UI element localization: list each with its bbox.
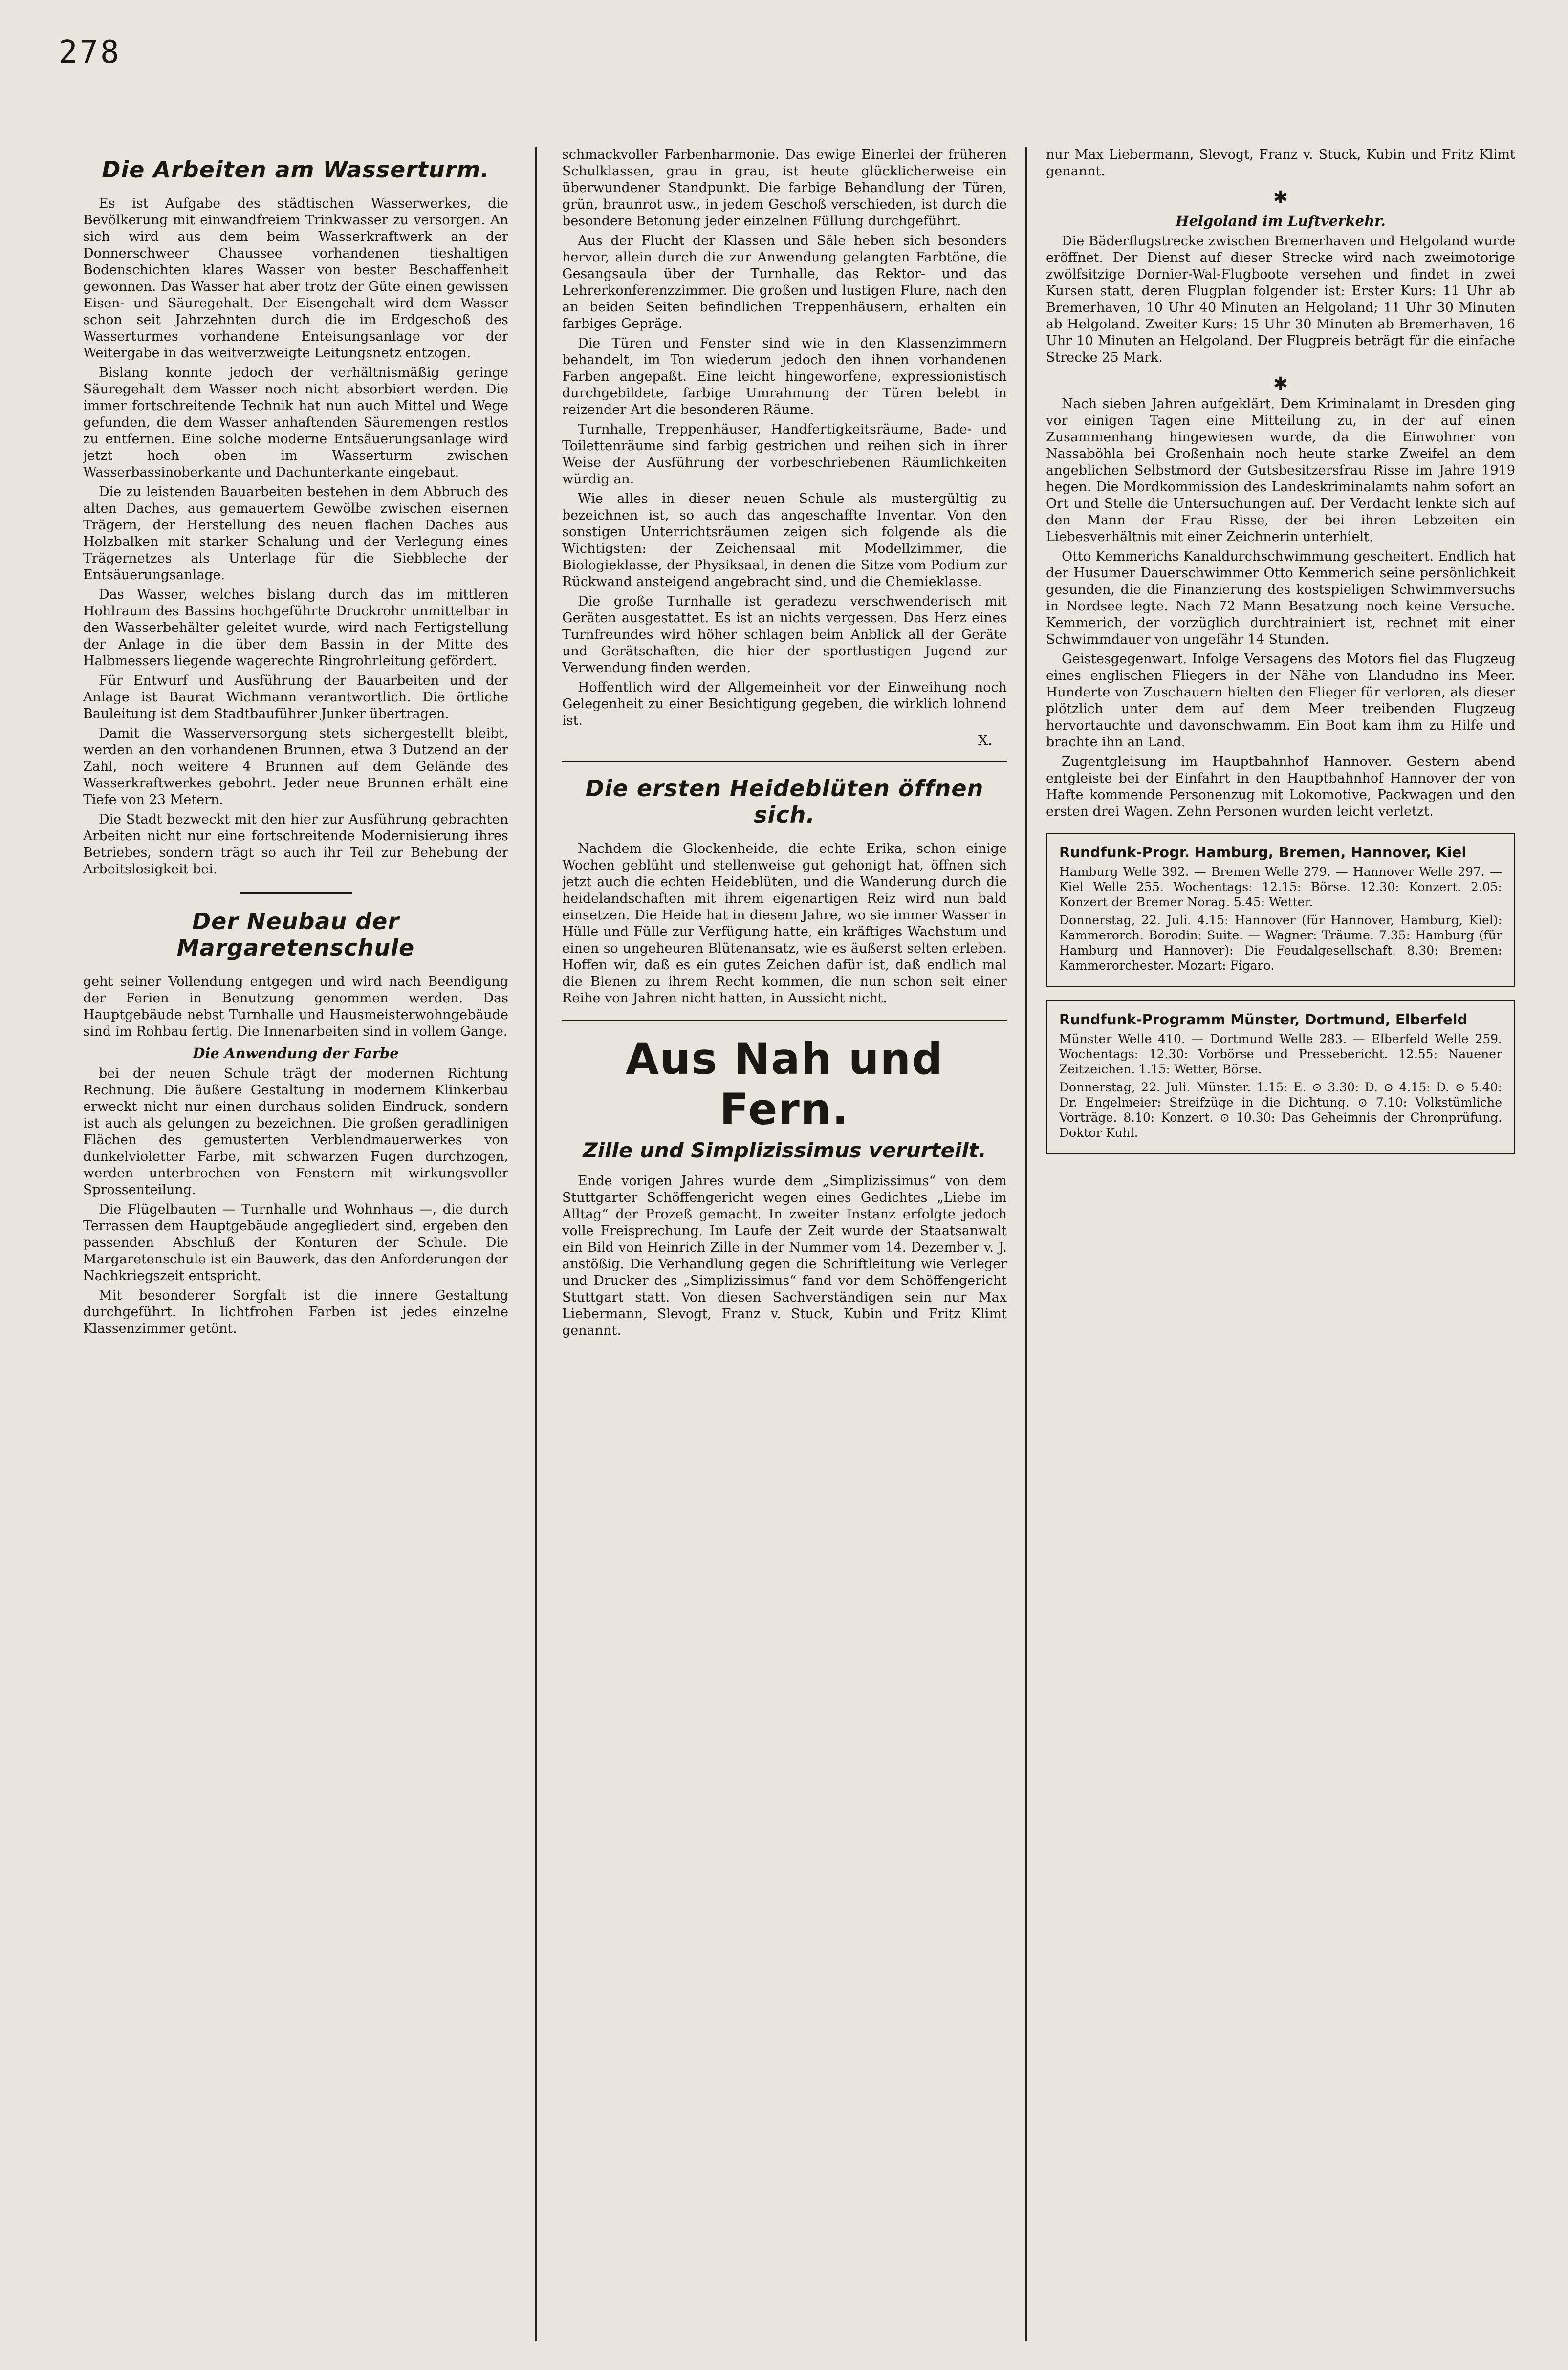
star-separator-icon: ✱	[1273, 374, 1288, 394]
article-paragraph: Die Flügelbauten — Turnhalle und Wohnhaus —, die durch Terrassen dem Hauptgebäude angegliedert sind, ergeben den passenden Abschluß der Konturen der Schule. Die Margaretenschule ist ein Bauwerk, das den Anforderungen der Nachkriegszeit entspricht.	[83, 1202, 508, 1283]
radio-program-text: Donnerstag, 22. Juli. 4.15: Hannover (für Hannover, Hamburg, Kiel): Kammerorch. Borodin: Suite. — Wagner: Träume. 7.35: Hamburg (für Hamburg und Hannover): Die Feudalgesellschaft. 8.30: Bremen: Kammerorchester. Mozart: Figaro.	[1059, 913, 1502, 973]
article-paragraph: Aus der Flucht der Klassen und Säle heben sich besonders hervor, allein durch die zur Anwendung gelangten Farbtöne, die Gesangsaula über der Turnhalle, das Rektor- und das Lehrerkonferenzzimmer. Die großen und lustigen Flure, nach den an beiden Seiten befindlichen Treppenhäusern, erhalten ein farbiges Gepräge.	[562, 233, 1007, 331]
page-number: 278	[59, 34, 121, 70]
article-separator	[562, 1020, 1007, 1021]
column-3	[1046, 147, 1515, 2341]
article-title-margaretenschule: Der Neubau der Margaretenschule	[176, 908, 415, 961]
article-separator	[240, 892, 352, 894]
article-paragraph: Mit besonderer Sorgfalt ist die innere Gestaltung durchgeführt. In lichtfrohen Farben ist jedes einzelne Klassenzimmer getönt.	[83, 1288, 508, 1336]
article-paragraph: Die Bäderflugstrecke zwischen Bremerhaven und Helgoland wurde eröffnet. Der Dienst auf dieser Strecke wird nach zweimotorige zwölfsitzige Dornier-Wal-Flugboote versehen und findet in zwei Kursen statt, deren Flugplan folgender ist: Erster Kurs: 11 Uhr ab Bremerhaven, 10 Uhr 40 Minuten an Helgoland; 11 Uhr 30 Minuten ab Helgoland. Zweiter Kurs: 15 Uhr 30 Minuten ab Bremerhaven, 16 Uhr 10 Minuten an Helgoland. Der Flugpreis beträgt für die einfache Strecke 25 Mark.	[1046, 234, 1515, 365]
article-paragraph: Die Stadt bezweckt mit den hier zur Ausführung gebrachten Arbeiten nicht nur eine fortschreitende Modernisierung ihres Betriebes, sondern trägt so auch ihr Teil zur Behebung der Arbeitslosigkeit bei.	[83, 812, 508, 877]
article-paragraph: Wie alles in dieser neuen Schule als mustergültig zu bezeichnen ist, so auch das angeschaffte Inventar. Von den sonstigen Unterrichtsräumen zeigen sich folgende als die Wichtigsten: der Zeichensaal mit Modellzimmer, die Biologieklasse, der Physiksaal, in denen die Sitze vom Podium zur Rückwand ansteigend angebracht sind, und die Chemieklasse.	[562, 491, 1007, 589]
radio-program-text: Hamburg Welle 392. — Bremen Welle 279. — Hannover Welle 297. — Kiel Welle 255. Wochentags: 12.15: Börse. 12.30: Konzert. 2.05: Konzert der Bremer Norag. 5.45: Wetter.	[1059, 865, 1502, 909]
article-paragraph: bei der neuen Schule trägt der modernen Richtung Rechnung. Die äußere Gestaltung in modernem Klinkerbau erweckt nicht nur einen durchaus soliden Eindruck, sondern ist auch als gelungen zu bezeichnen. Die großen geradlinigen Flächen des gemusterten Verblendmauerwerkes von dunkelvioletter Farbe, mit schwarzen Fugen durchzogen, werden unterbrochen von Fenstern mit wirkungsvoller Sprossenteilung.	[83, 1066, 508, 1197]
radio-program-box-west	[1046, 1000, 1515, 1154]
article-title-zille: Zille und Simplizissimus verurteilt.	[583, 1138, 986, 1162]
column-2	[562, 147, 1007, 2341]
article-paragraph: Hoffentlich wird der Allgemeinheit vor der Einweihung noch Gelegenheit zu einer Besichtigung gegeben, die wirklich lohnend ist.	[562, 680, 1007, 728]
radio-program-box-north	[1046, 833, 1515, 987]
article-paragraph: Die zu leistenden Bauarbeiten bestehen in dem Abbruch des alten Daches, aus gemauertem Gewölbe zwischen eisernen Trägern, der Herstellung des neuen flachen Daches aus Holzbalken mit starker Schalung und der Verlegung eines Trägernetzes als Unterlage für die Siebbleche der Entsäuerungsanlage.	[83, 484, 508, 583]
article-paragraph: Bislang konnte jedoch der verhältnismäßig geringe Säuregehalt dem Wasser noch nicht absorbiert werden. Die immer fortschreitende Technik hat nun auch Mittel und Wege gefunden, die dem Wasser anhaftenden Säuremengen restlos zu entfernen. Eine solche moderne Entsäuerungsanlage wird jetzt hoch oben im Wasserturm zwischen Wasserbassinoberkante und Dachunterkante eingebaut.	[83, 365, 508, 480]
article-paragraph: Es ist Aufgabe des städtischen Wasserwerkes, die Bevölkerung mit einwandfreiem Trinkwasser zu versorgen. An sich wird aus dem beim Wasserkraftwerk an der Donnerschweer Chaussee vorhandenen tieshaltigen Bodenschichten klares Wasser von bester Beschaffenheit gewonnen. Das Wasser hat aber trotz der Güte einen gewissen Eisen- und Säuregehalt. Der Eisengehalt wird dem Wasser schon seit Jahrzehnten durch die im Erdgeschoß des Wasserturmes vorhandene Enteisungsanlage vor der Weitergabe in das weitverzweigte Leitungsnetz entzogen.	[83, 196, 508, 361]
radio-program-heading: Rundfunk-Progr. Hamburg, Bremen, Hannover, Kiel	[1059, 844, 1467, 861]
article-paragraph: schmackvoller Farbenharmonie. Das ewige Einerlei der früheren Schulklassen, grau in grau, ist heute glücklicherweise ein überwundener Standpunkt. Die farbige Behandlung der Türen, grün, braunrot usw., in jedem Geschoß verschieden, ist durch die besondere Betonung jeder einzelnen Füllung durchgeführt.	[562, 147, 1007, 229]
author-signature: X.	[978, 732, 992, 748]
article-paragraph: Nach sieben Jahren aufgeklärt. Dem Kriminalamt in Dresden ging vor einigen Tagen eine Mitteilung zu, in der auf einen Zusammenhang hingewiesen wurde, da die Einwohner von Nassaböhla bei Großenhain noch heute starke Zweifel an dem angeblichen Selbstmord der Gutsbesitzersfrau Risse im Jahre 1919 hegen. Die Mordkommission des Landeskriminalamts nahm sofort an Ort und Stelle die Untersuchungen auf. Der Verdacht lenkte sich auf den Mann der Frau Risse, der bei ihren Lebzeiten ein Liebesverhältnis mit einer Zeichnerin unterhielt.	[1046, 396, 1515, 544]
article-paragraph: Ende vorigen Jahres wurde dem „Simplizissimus“ von dem Stuttgarter Schöffengericht wegen eines Gedichtes „Liebe im Alltag“ der Prozeß gemacht. In zweiter Instanz erfolgte jedoch volle Freisprechung. Im Laufe der Zeit wurde der Staatsanwalt ein Bild von Heinrich Zille in der Nummer vom 14. Dezember v. J. anstößig. Die Verhandlung gegen die Schriftleitung wie Verleger und Drucker des „Simplizissimus“ fand vor dem Schöffengericht Stuttgart statt. Von diesen Sachverständigen sein nur Max Liebermann, Slevogt, Franz v. Stuck, Kubin und Fritz Klimt genannt.	[562, 1174, 1007, 1338]
article-paragraph: Die große Turnhalle ist geradezu verschwenderisch mit Geräten ausgestattet. Es ist an nichts vergessen. Das Herz eines Turnfreundes wird höher schlagen beim Anblick all der Geräte und Gerätschaften, die hier der sportlustigen Jugend zur Verwendung finden werden.	[562, 594, 1007, 675]
article-paragraph: Geistesgegenwart. Infolge Versagens des Motors fiel das Flugzeug eines englischen Fliegers in der Nähe von Llandudno ins Meer. Hunderte von Zuschauern hielten den Flieger für verloren, als dieser plötzlich unter dem auf dem Meer treibenden Flugzeug hervortauchte und davonschwamm. Ein Boot kam ihm zu Hilfe und brachte ihn an Land.	[1046, 652, 1515, 750]
article-paragraph: Die Türen und Fenster sind wie in den Klassenzimmern behandelt, im Ton wiederum jedoch den ihnen vorhandenen Farben angepaßt. Eine leicht hingeworfene, expressionistisch durchgebildete, farbige Umrahmung der Türen belebt in reizender Art die besonderen Räume.	[562, 336, 1007, 417]
article-subheading: Die Anwendung der Farbe	[193, 1045, 399, 1062]
star-separator-icon: ✱	[1273, 188, 1288, 208]
column-rule-right	[1025, 147, 1027, 2341]
article-paragraph: Für Entwurf und Ausführung der Bauarbeiten und der Anlage ist Baurat Wichmann verantwortlich. Die örtliche Bauleitung ist dem Stadtbauführer Junker übertragen.	[83, 673, 508, 721]
article-paragraph: nur Max Liebermann, Slevogt, Franz v. Stuck, Kubin und Fritz Klimt genannt.	[1046, 147, 1515, 179]
radio-program-heading: Rundfunk-Programm Münster, Dortmund, Elberfeld	[1059, 1011, 1468, 1028]
article-paragraph: Das Wasser, welches bislang durch das im mittleren Hohlraum des Bassins hochgeführte Druckrohr unmittelbar in den Wasserbehälter geleitet wurde, wird nach Fertigstellung der Anlage in die über dem Bassin in der Mitte des Halbmessers liegende wagerechte Ringrohrleitung gefördert.	[83, 587, 508, 669]
section-title-aus-nah-und-fern: Aus Nah und Fern.	[625, 1034, 944, 1134]
article-paragraph: Damit die Wasserversorgung stets sichergestellt bleibt, werden an den vorhandenen Brunnen, etwa 3 Dutzend an der Zahl, noch weitere 4 Brunnen auf dem Gelände des Wasserkraftwerkes gebohrt. Jeder neue Brunnen erhält eine Tiefe von 23 Metern.	[83, 726, 508, 807]
radio-program-text: Münster Welle 410. — Dortmund Welle 283. — Elberfeld Welle 259. Wochentags: 12.30: Vorbörse und Pressebericht. 12.55: Nauener Zeitzeichen. 1.15: Wetter, Börse.	[1059, 1032, 1502, 1076]
article-paragraph: Nachdem die Glockenheide, die echte Erika, schon einige Wochen geblüht und stellenweise gut gehonigt hat, öffnen sich jetzt auch die echten Heideblüten, und die Wanderung durch die heidelandschaften mit ihrem eigenartigen Reiz wird nun bald einsetzen. Die Heide hat in diesem Jahre, wo sie immer Wasser in Hülle und Fülle zur Verfügung hatte, ein kräftiges Wachstum und einen so ungeheuren Blütenansatz, wie es äußerst selten erleben. Hoffen wir, daß es ein gutes Zeichen dafür ist, daß endlich mal die Bienen zu ihrem Recht kommen, die nun schon seit einer Reihe von Jahren nicht hatten, in Aussicht nicht.	[562, 841, 1007, 1006]
article-title-wasserturm: Die Arbeiten am Wasserturm.	[102, 156, 490, 183]
article-paragraph: Turnhalle, Treppenhäuser, Handfertigkeitsräume, Bade- und Toilettenräume sind farbig gestrichen und reihen sich in ihrer Weise der Ausführung der vorbeschriebenen Räumlichkeiten würdig an.	[562, 422, 1007, 487]
article-title-heideblueten: Die ersten Heideblüten öffnen sich.	[585, 775, 984, 828]
article-title-helgoland: Helgoland im Luftverkehr.	[1176, 213, 1386, 229]
article-paragraph: Otto Kemmerichs Kanaldurchschwimmung gescheitert. Endlich hat der Husumer Dauerschwimmer Otto Kemmerich seine persönlichkeit gesunden, die die Finanzierung des kostspieligen Schwimmversuchs in Nordsee legte. Nach 72 Mann Besatzung noch keine Versuche. Kemmerich, der vorzüglich durchtrainiert ist, rechnet mit einer Schwimmdauer von ungefähr 14 Stunden.	[1046, 549, 1515, 647]
article-separator	[562, 761, 1007, 762]
radio-program-text: Donnerstag, 22. Juli. Münster. 1.15: E. ⊙ 3.30: D. ⊙ 4.15: D. ⊙ 5.40: Dr. Engelmeier: Streifzüge in die Dichtung. ⊙ 7.10: Volkstümliche Vorträge. 8.10: Konzert. ⊙ 10.30: Das Geheimnis der Chronprüfung. Doktor Kuhl.	[1059, 1080, 1502, 1140]
article-paragraph: geht seiner Vollendung entgegen und wird nach Beendigung der Ferien in Benutzung genommen werden. Das Hauptgebäude nebst Turnhalle und Hausmeisterwohngebäude sind im Rohbau fertig. Die Innenarbeiten sind in vollem Gange.	[83, 974, 508, 1039]
column-1	[83, 147, 508, 2341]
article-paragraph: Zugentgleisung im Hauptbahnhof Hannover. Gestern abend entgleiste bei der Einfahrt in den Hauptbahnhof Hannover der von Hafte kommende Personenzug mit Lokomotive, Packwagen und den ersten drei Wagen. Zehn Personen wurden leicht verletzt.	[1046, 754, 1515, 819]
column-rule-left	[535, 147, 537, 2341]
